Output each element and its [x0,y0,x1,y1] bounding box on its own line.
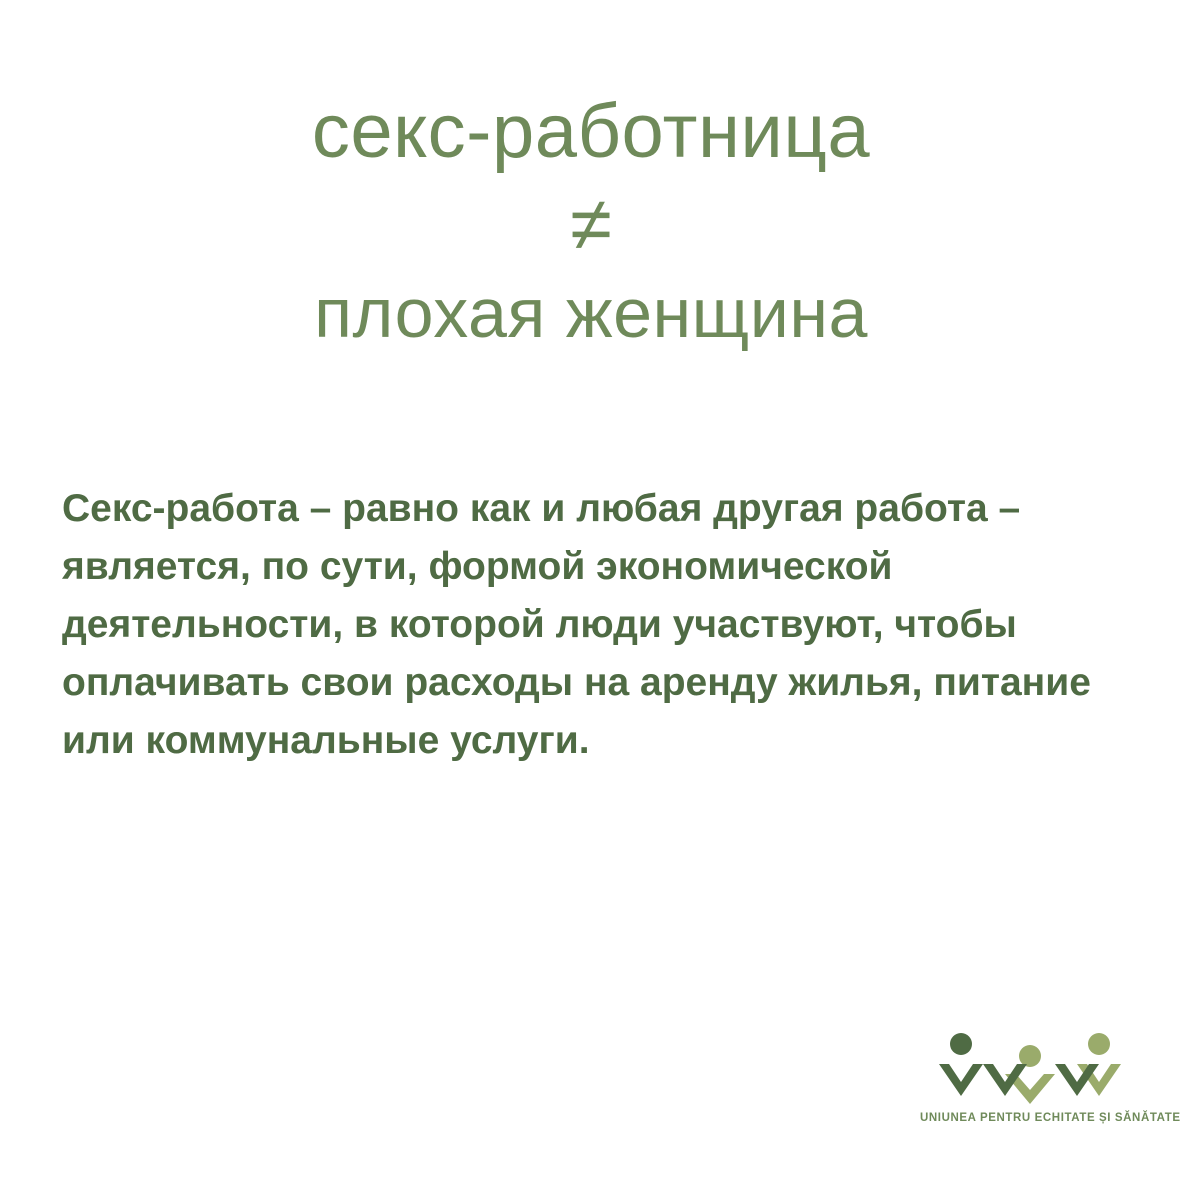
not-equal-symbol: ≠ [570,182,612,267]
logo [920,1030,1181,1140]
body-paragraph: Секс-работа – равно как и любая другая работа – является, по сути, формой экономической деятельности, в которой люди участвуют, чтобы оплачивать свои расходы на аренду жилья, питание или коммунальные услуги. [62,487,1091,762]
crown-people-logo-icon [935,1030,1125,1106]
headline-line-2: плохая женщина [314,274,868,352]
logo-caption: UNIUNEA PENTRU ECHITATE ȘI SĂNĂTATE [920,1112,1181,1124]
headline-line-1: секс-работница [311,89,871,174]
headline-block [0,86,1182,356]
